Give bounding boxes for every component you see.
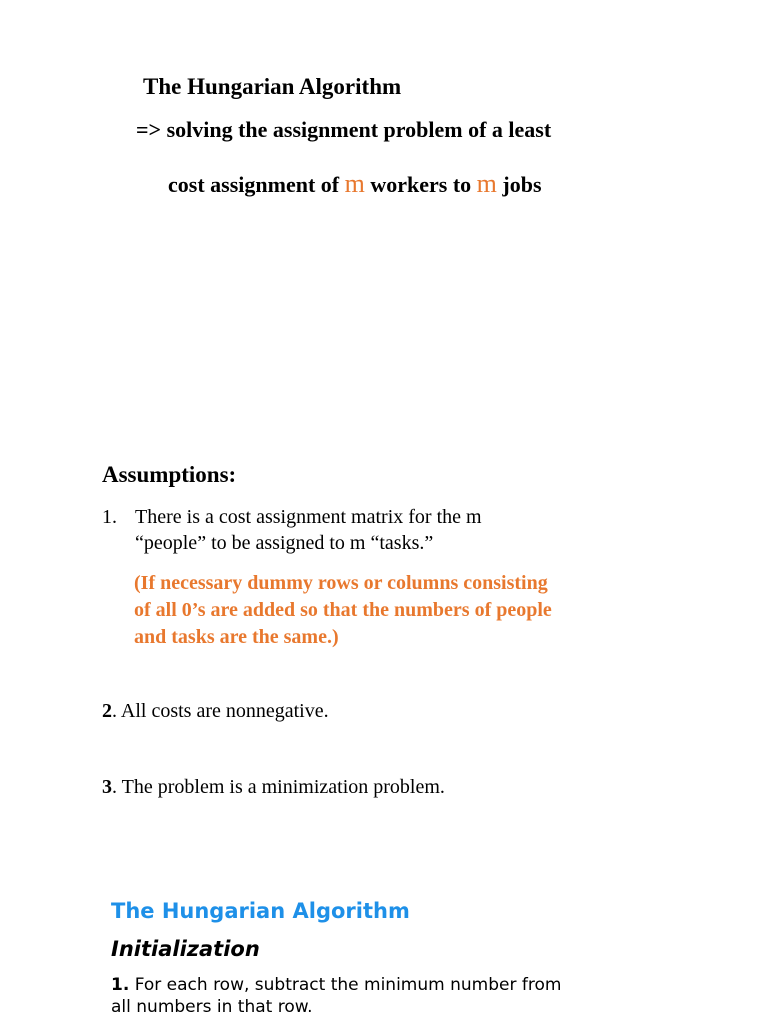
note-line1: (If necessary dummy rows or columns consisting xyxy=(134,572,548,594)
algorithm-title: The Hungarian Algorithm xyxy=(111,899,410,923)
item3 xyxy=(102,776,445,799)
step1-line1 xyxy=(111,974,561,996)
subtitle-text-b: workers to xyxy=(364,172,477,197)
slide1-subtitle-line1: => solving the assignment problem of a least xyxy=(136,117,552,142)
item1-number: 1. xyxy=(102,506,117,528)
item1-line2: “people” to be assigned to m “tasks.” xyxy=(135,532,434,554)
dummy-rows-note xyxy=(134,570,552,651)
note-line2: of all 0’s are added so that the numbers of people xyxy=(134,599,552,621)
item2-text: . All costs are nonnegative. xyxy=(112,700,329,722)
item1-line1: There is a cost assignment matrix for the m xyxy=(135,506,482,528)
slide1-title: The Hungarian Algorithm xyxy=(143,74,402,99)
item2 xyxy=(102,700,329,723)
step1-number: 1. xyxy=(111,975,130,995)
note-line3: and tasks are the same.) xyxy=(134,626,339,648)
item2-number: 2 xyxy=(102,700,112,722)
step1-text-line1: For each row, subtract the minimum number from xyxy=(129,975,562,995)
step1 xyxy=(111,974,561,1018)
slide1-subtitle-line2 xyxy=(168,169,542,199)
item3-number: 3 xyxy=(102,776,112,798)
variable-m-jobs: m xyxy=(476,169,497,198)
step1-line2: all numbers in that row. xyxy=(111,997,313,1017)
subtitle-text-a: cost assignment of xyxy=(168,172,345,197)
item3-text: . The problem is a minimization problem. xyxy=(112,776,445,798)
initialization-heading: Initialization xyxy=(111,937,260,961)
assumptions-heading: Assumptions: xyxy=(102,462,237,487)
subtitle-text-c: jobs xyxy=(496,172,542,197)
variable-m-workers: m xyxy=(344,169,365,198)
